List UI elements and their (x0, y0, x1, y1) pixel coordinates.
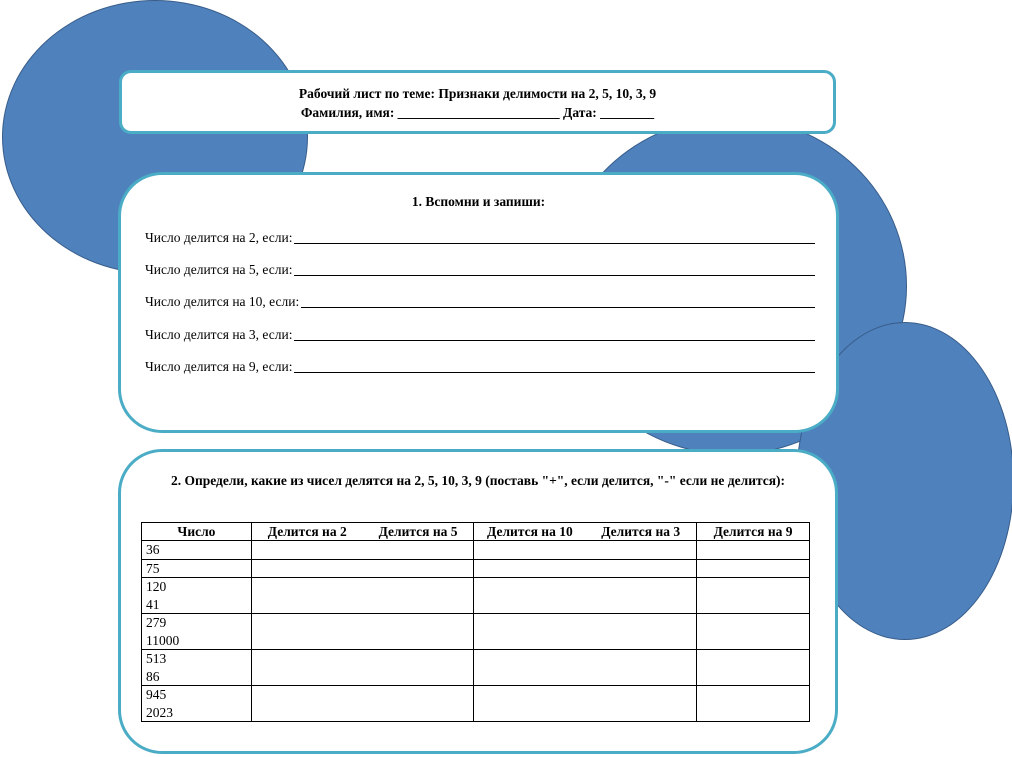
column-header (474, 523, 697, 541)
answer-line[interactable] (301, 293, 815, 308)
answer-cell[interactable] (474, 686, 697, 722)
answer-line[interactable] (294, 261, 815, 276)
rule-row-3 (145, 321, 815, 343)
task2-title: 2. Определи, какие из чисел делятся на 2, 5, 10, 3, 9 (поставь "+", если делится, "-" если не делится): (170, 473, 786, 488)
answer-cell[interactable] (697, 650, 810, 686)
answer-cell[interactable] (251, 650, 474, 686)
number-cell (142, 650, 252, 686)
task2-card (118, 449, 838, 754)
divisibility-table (141, 522, 810, 722)
answer-cell[interactable] (251, 578, 474, 614)
answer-cell[interactable] (474, 541, 697, 560)
answer-cell[interactable] (474, 578, 697, 614)
table-row (142, 686, 810, 722)
number-value: 945 (146, 687, 167, 702)
task1-title: 1. Вспомни и запиши: (411, 194, 546, 209)
answer-cell[interactable] (697, 541, 810, 560)
table-row (142, 614, 810, 650)
rule-label: Число делится на 9, если: (145, 359, 293, 374)
number-cell (142, 578, 252, 614)
rule-row-9 (145, 353, 815, 375)
number-cell (142, 686, 252, 722)
table-row (142, 578, 810, 614)
table-row (142, 559, 810, 578)
number-value: 86 (146, 668, 160, 684)
task1-card (118, 172, 839, 433)
worksheet-title: Рабочий лист по теме: Признаки делимости на 2, 5, 10, 3, 9 (298, 86, 657, 101)
rule-label: Число делится на 10, если: (145, 294, 300, 309)
table-row (142, 541, 810, 560)
answer-cell[interactable] (697, 559, 810, 578)
answer-cell[interactable] (474, 614, 697, 650)
answer-line[interactable] (294, 358, 815, 373)
answer-line[interactable] (294, 326, 815, 341)
answer-line[interactable] (294, 229, 815, 244)
answer-cell[interactable] (697, 686, 810, 722)
rule-label: Число делится на 2, если: (145, 230, 293, 245)
table-header-row (142, 523, 810, 541)
column-header (251, 523, 474, 541)
rule-row-5 (145, 256, 815, 278)
answer-cell[interactable] (251, 559, 474, 578)
number-cell (142, 614, 252, 650)
number-value: 2023 (146, 704, 173, 720)
answer-cell[interactable] (251, 541, 474, 560)
answer-cell[interactable] (697, 614, 810, 650)
rule-row-2 (145, 224, 815, 246)
column-header-label: Делится на 5 (378, 524, 458, 539)
number-cell (142, 541, 252, 560)
rule-label: Число делится на 3, если: (145, 327, 293, 342)
number-value: 11000 (146, 632, 180, 648)
rule-label: Число делится на 5, если: (145, 262, 293, 277)
number-value: 36 (146, 542, 160, 557)
answer-cell[interactable] (251, 614, 474, 650)
number-value: 513 (146, 651, 167, 666)
answer-cell[interactable] (251, 686, 474, 722)
number-cell (142, 559, 252, 578)
rule-row-10 (145, 288, 815, 310)
table-row (142, 650, 810, 686)
worksheet-header-card (119, 70, 836, 134)
column-header: Число (142, 523, 252, 541)
answer-cell[interactable] (474, 559, 697, 578)
column-header-label: Делится на 2 (267, 524, 347, 539)
number-value: 279 (146, 615, 167, 630)
number-value: 120 (146, 579, 167, 594)
name-date-line: Фамилия, имя: ________________________ Дата: ________ (300, 105, 655, 120)
column-header-label: Делится на 3 (601, 524, 681, 539)
answer-cell[interactable] (697, 578, 810, 614)
column-header: Делится на 9 (697, 523, 810, 541)
number-value: 75 (146, 560, 160, 576)
number-value: 41 (146, 596, 160, 612)
answer-cell[interactable] (474, 650, 697, 686)
column-header-label: Делится на 10 (487, 524, 573, 539)
